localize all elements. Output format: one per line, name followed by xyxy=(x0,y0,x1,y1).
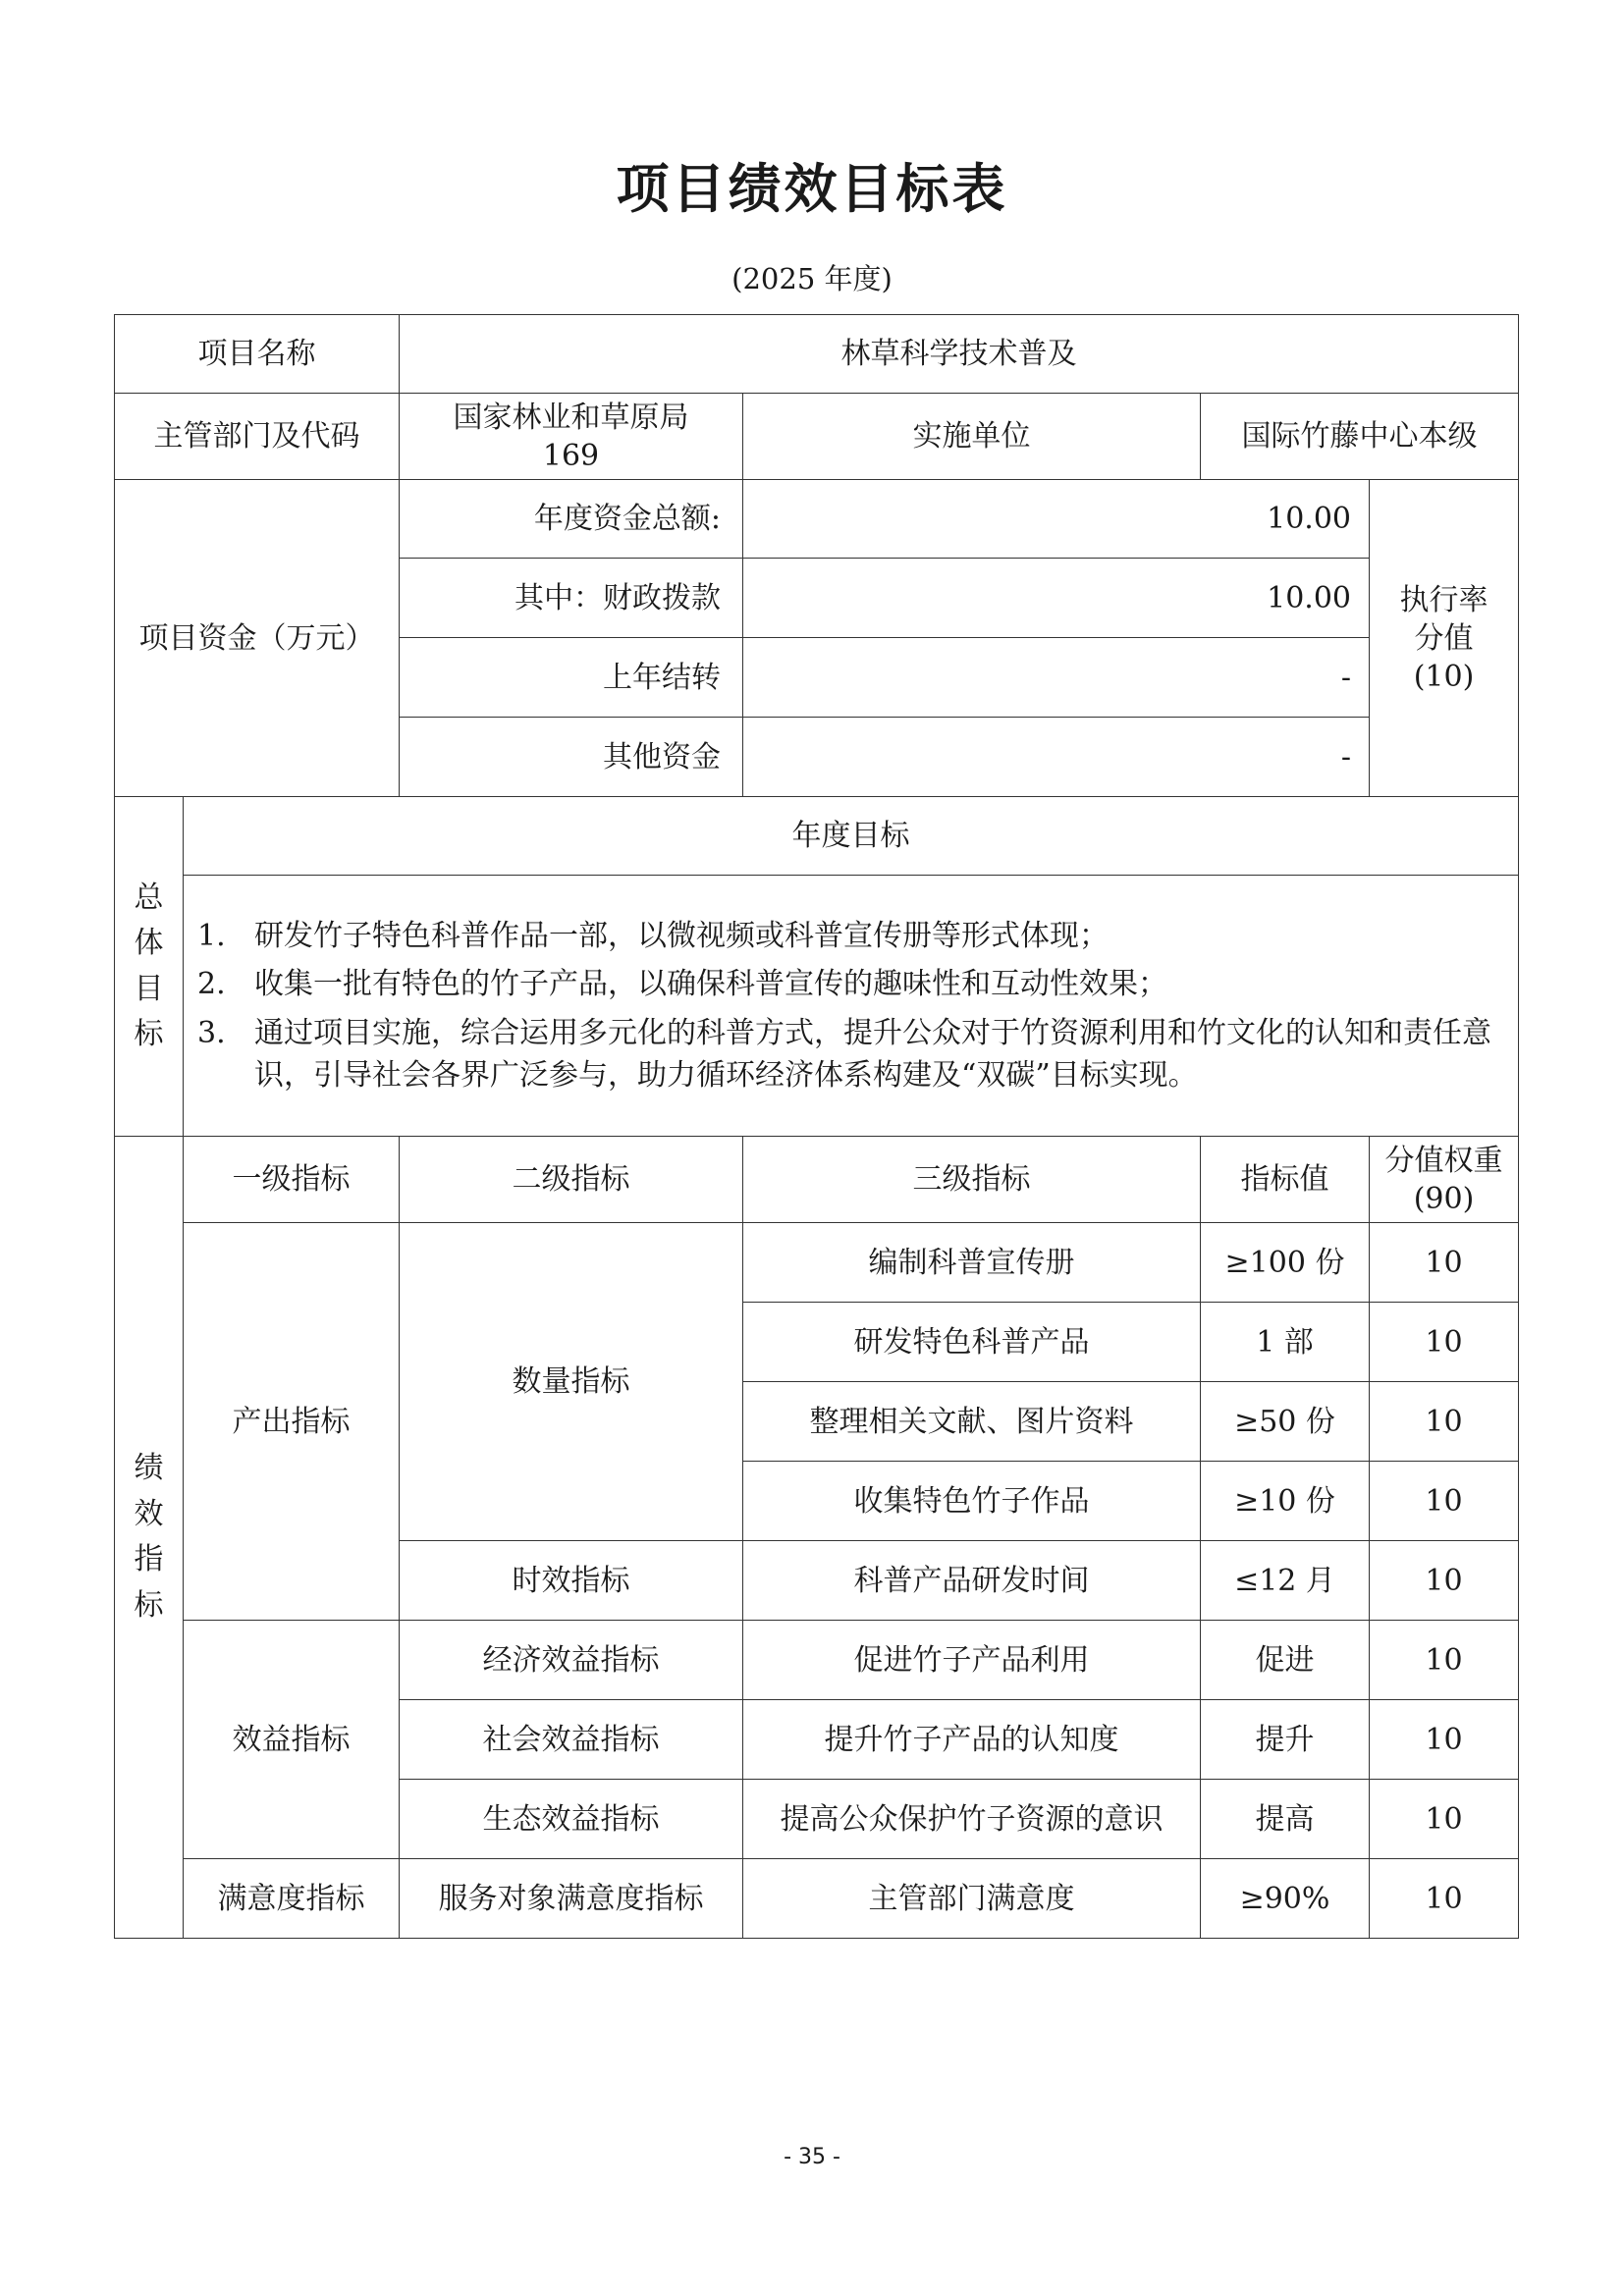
fund-value: - xyxy=(743,718,1370,797)
dept-name: 国家林业和草原局 xyxy=(453,400,689,435)
indicator-value: 1 部 xyxy=(1201,1303,1370,1382)
group-benefit: 效益指标 xyxy=(184,1621,400,1859)
indicator-weight: 10 xyxy=(1370,1700,1519,1780)
group-social: 社会效益指标 xyxy=(400,1700,743,1780)
goal-item: 1. 研发竹子特色科普作品一部，以微视频或科普宣传册等形式体现； xyxy=(197,918,1109,953)
indicator-weight: 10 xyxy=(1370,1541,1519,1621)
impl-value: 国际竹藤中心本级 xyxy=(1201,394,1519,480)
impl-label: 实施单位 xyxy=(743,394,1201,480)
fund-value: 10.00 xyxy=(743,480,1370,559)
fund-label: 上年结转 xyxy=(400,638,743,718)
indicator-value: ≥50 份 xyxy=(1201,1382,1370,1462)
goal-item: 2. 收集一批有特色的竹子产品，以确保科普宣传的趣味性和互动性效果； xyxy=(197,967,1167,1001)
indicator-name: 提升竹子产品的认知度 xyxy=(743,1700,1201,1780)
overall-goal-label: 总体目标 xyxy=(115,797,184,1137)
dept-code: 169 xyxy=(542,438,600,473)
indicator-value: ≥90% xyxy=(1201,1859,1370,1939)
exec-rate-score xyxy=(1370,480,1519,797)
fund-label: 其中：财政拨款 xyxy=(400,559,743,638)
indicator-weight: 10 xyxy=(1370,1621,1519,1700)
indicator-name: 主管部门满意度 xyxy=(743,1859,1201,1939)
header-weight: 分值权重 (90) xyxy=(1370,1137,1519,1223)
indicator-value: 提高 xyxy=(1201,1780,1370,1859)
indicator-weight: 10 xyxy=(1370,1462,1519,1541)
dept-label: 主管部门及代码 xyxy=(115,394,400,480)
exec-rate-line1: 执行率 xyxy=(1399,582,1489,617)
indicator-value: ≥100 份 xyxy=(1201,1223,1370,1303)
fund-value: - xyxy=(743,638,1370,718)
indicator-weight: 10 xyxy=(1370,1780,1519,1859)
funds-label: 项目资金（万元） xyxy=(115,480,400,797)
header-level2: 二级指标 xyxy=(400,1137,743,1223)
header-level3: 三级指标 xyxy=(743,1137,1201,1223)
indicator-name: 编制科普宣传册 xyxy=(743,1223,1201,1303)
indicator-name: 提高公众保护竹子资源的意识 xyxy=(743,1780,1201,1859)
page-title: 项目绩效目标表 xyxy=(616,158,1008,220)
group-satisfaction: 满意度指标 xyxy=(184,1859,400,1939)
group-economic: 经济效益指标 xyxy=(400,1621,743,1700)
project-name-value: 林草科学技术普及 xyxy=(400,315,1519,394)
dept-value xyxy=(400,394,743,480)
header-value: 指标值 xyxy=(1201,1137,1370,1223)
fund-label: 其他资金 xyxy=(400,718,743,797)
indicator-weight: 10 xyxy=(1370,1303,1519,1382)
indicator-weight: 10 xyxy=(1370,1859,1519,1939)
perf-indicators-label: 绩效指标 xyxy=(115,1137,184,1939)
indicator-name: 科普产品研发时间 xyxy=(743,1541,1201,1621)
exec-rate-line3: (10) xyxy=(1413,659,1475,694)
group-output: 产出指标 xyxy=(184,1223,400,1621)
page-number: - 35 - xyxy=(784,2145,840,2169)
indicator-value: ≤12 月 xyxy=(1201,1541,1370,1621)
group-service: 服务对象满意度指标 xyxy=(400,1859,743,1939)
page-subtitle: (2025 年度) xyxy=(731,262,893,295)
group-quantity: 数量指标 xyxy=(400,1223,743,1541)
project-name-label: 项目名称 xyxy=(115,315,400,394)
header-level1: 一级指标 xyxy=(184,1137,400,1223)
indicator-value: 提升 xyxy=(1201,1700,1370,1780)
goal-item: 3. 通过项目实施，综合运用多元化的科普方式，提升公众对于竹资源利用和竹文化的认知和责任意识，引导社会各界广泛参与，助力循环经济体系构建及“双碳”目标实现。 xyxy=(197,1015,1491,1093)
indicator-name: 整理相关文献、图片资料 xyxy=(743,1382,1201,1462)
indicator-weight: 10 xyxy=(1370,1382,1519,1462)
indicator-value: 促进 xyxy=(1201,1621,1370,1700)
exec-rate-line2: 分值 xyxy=(1414,620,1474,656)
group-timeliness: 时效指标 xyxy=(400,1541,743,1621)
fund-value: 10.00 xyxy=(743,559,1370,638)
annual-goal-header: 年度目标 xyxy=(184,797,1519,876)
group-ecological: 生态效益指标 xyxy=(400,1780,743,1859)
performance-goals-table xyxy=(114,314,1519,1939)
fund-label: 年度资金总额: xyxy=(400,480,743,559)
indicator-weight: 10 xyxy=(1370,1223,1519,1303)
indicator-value: ≥10 份 xyxy=(1201,1462,1370,1541)
goal-list xyxy=(184,876,1519,1137)
indicator-name: 研发特色科普产品 xyxy=(743,1303,1201,1382)
indicator-name: 促进竹子产品利用 xyxy=(743,1621,1201,1700)
indicator-name: 收集特色竹子作品 xyxy=(743,1462,1201,1541)
